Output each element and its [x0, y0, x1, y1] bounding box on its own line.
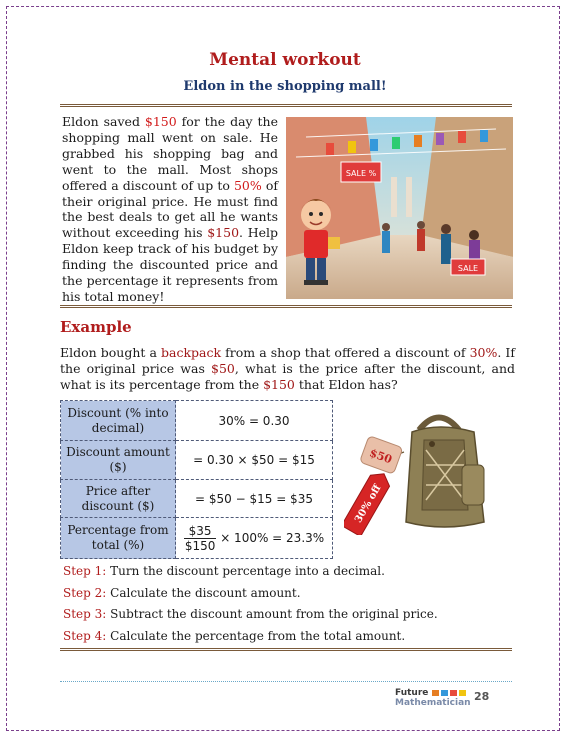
row-value: = 0.30 × $50 = $15: [176, 441, 333, 480]
sale-sign-1: SALE %: [345, 169, 377, 178]
table-row: [61, 441, 333, 480]
tag-price: $50: [367, 446, 394, 467]
row-value: = $50 − $15 = $35: [176, 480, 333, 518]
sale-sign-2: SALE: [457, 264, 479, 273]
example-heading: Example: [60, 318, 132, 336]
logo-blocks-icon: [432, 689, 468, 697]
steps-list: [63, 564, 438, 650]
divider-bottom: [60, 648, 512, 651]
table-row: [61, 480, 333, 518]
intro-paragraph: Eldon saved $150 for the day the shopping mall went on sale. He grabbed his shopping bag and went to the mall. Most shops offered a discount of up to 50% of their original price. He must find the best deals to get all he wants without exceeding his $150. Help Eldon keep track of his budget by finding the discounted price and the percentage it represents from his total money!: [62, 114, 278, 304]
list-item: Step 4: Calculate the percentage from the total amount.: [63, 628, 406, 643]
page-title: Mental workout: [209, 50, 361, 70]
list-item: Step 1: Turn the discount percentage into a decimal.: [63, 564, 385, 578]
row-label: Percentage from total (%): [61, 518, 176, 559]
table-row: [61, 518, 333, 559]
row-label: Discount amount ($): [61, 441, 176, 480]
publisher-logo: Future Mathematician: [395, 688, 471, 708]
page-number: 28: [474, 690, 490, 703]
example-problem: Eldon bought a backpack from a shop that offered a discount of 30%. If the original price was $50, what is the price after the discount, and what is its percentage from the $150 that Eldon has?: [60, 345, 516, 392]
list-item: Step 2: Calculate the discount amount.: [63, 585, 301, 600]
row-label: Discount (% into decimal): [61, 401, 176, 441]
divider-middle: [60, 305, 512, 308]
tag-discount: 30% off: [353, 483, 384, 525]
mall-illustration: [286, 117, 513, 299]
table-row: [61, 401, 333, 441]
page-subtitle: Eldon in the shopping mall!: [183, 79, 387, 94]
footer-rule: [60, 681, 512, 682]
row-label: Price after discount ($): [61, 480, 176, 518]
row-value: $\frac{\$35}{\$150}$ × 100% = 23.3%: [176, 518, 333, 559]
list-item: Step 3: Subtract the discount amount from the original price.: [63, 607, 438, 621]
divider-top: [60, 104, 512, 107]
backpack-illustration: [344, 410, 512, 535]
calculation-table: [60, 400, 333, 559]
fraction: $\frac{\$35}{\$150}$: [184, 523, 216, 553]
row-value: 30% = 0.30: [176, 401, 333, 441]
